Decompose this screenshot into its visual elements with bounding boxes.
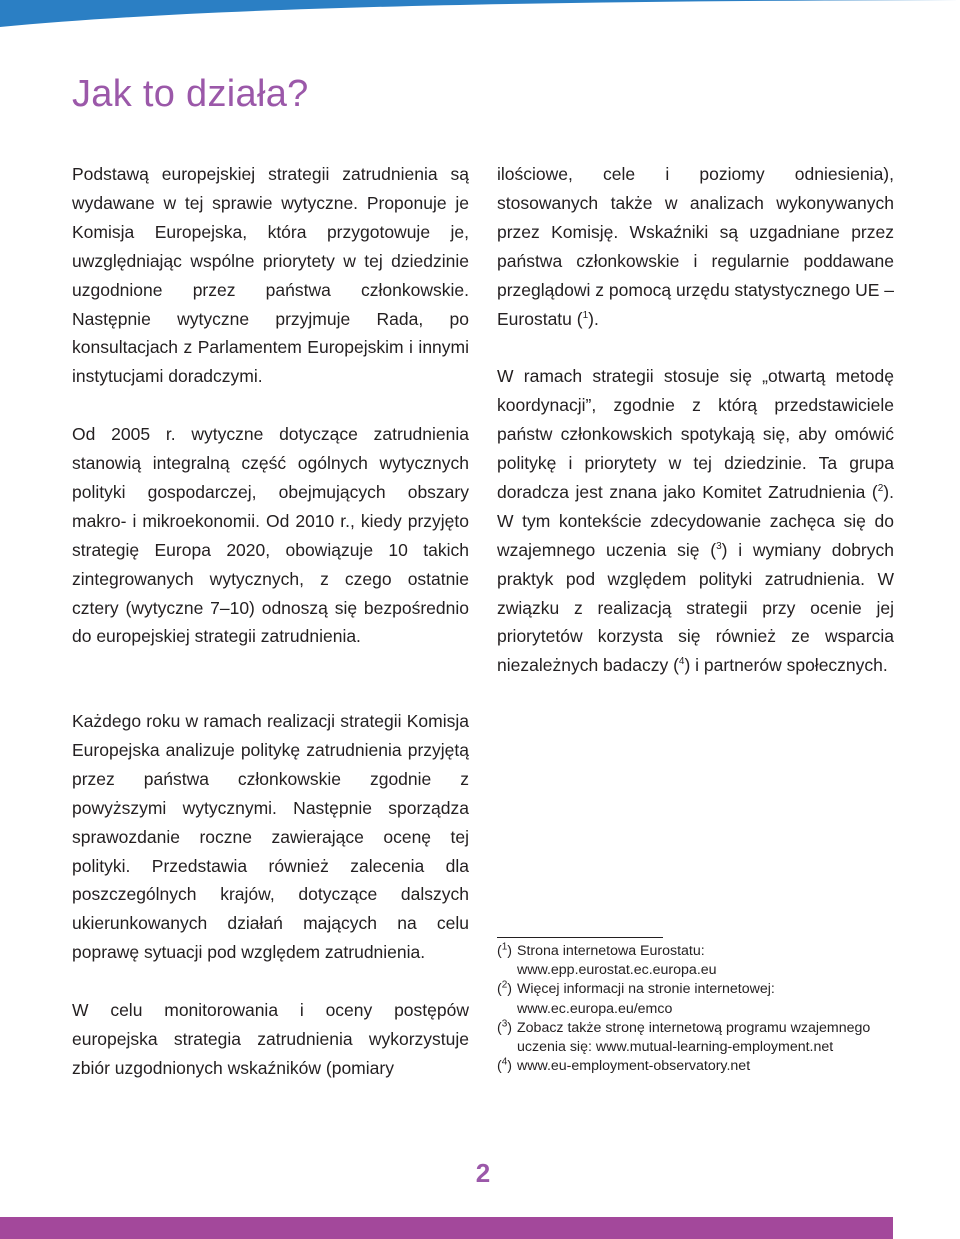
paragraph-integrated-guidelines: Od 2005 r. wytyczne dotyczące zatrudnienia stanowią integralną część ogólnych wytycznych polityki gospodarczej, obejmujących obszary makro- i mikroekonomii. Od 2010 r., kiedy przyjęto strategię Europa 2020, obowiązuje 10 takich zintegrowanych wytycznych, z czego ostatnie cztery (wytyczne 7–10) odnoszą się bezpośrednio do europejskiej strategii zatrudnienia. xyxy=(72,424,469,647)
left-column-top xyxy=(72,160,469,651)
paragraph-open-method-coordination: W ramach strategii stosuje się „otwartą metodę koordynacji”, zgodnie z którą przedstawiciele państw członkowskich spotykają się, aby omówić politykę i priorytety w tej dziedzinie. Ta grupa doradcza jest znana jako Komitet Zatrudnienia ($^2$). W tym kontekście zdecydowanie zachęca się do wzajemnego uczenia się ($^3$) i wymiany dobrych praktyk pod względem polityki zatrudnienia. W związku z realizacją strategii przy ocenie jej priorytetów korzysta się również ze wsparcia niezależnych badaczy ($^4$) i partnerów społecznych. xyxy=(497,366,894,676)
footnote-ref: 2 xyxy=(877,483,884,495)
footnote-marker: ($^3$) xyxy=(497,1018,513,1036)
paragraph-guidelines-basis: Podstawą europejskiej strategii zatrudnienia są wydawane w tej sprawie wytyczne. Proponuje je Komisja Europejska, która przygotowuje je, uwzględniając wspólne priorytety w tej dziedzinie uzgodnione przez państwa członkowskie. Następnie wytyczne przyjmuje Rada, po konsultacjach z Parlamentem Europejskim i innymi instytucjami doradczymi. xyxy=(72,164,469,387)
footnote-link[interactable]: www.eu-employment-observatory.net xyxy=(517,1058,751,1075)
bottom-decorative-band xyxy=(0,1217,893,1239)
footnote-ref: 1 xyxy=(582,309,589,321)
top-decorative-band xyxy=(0,0,960,50)
footnote-item xyxy=(497,1057,917,1076)
footnote-item xyxy=(497,1019,917,1057)
footnote-link[interactable]: www.ec.europa.eu/emco xyxy=(517,1000,673,1017)
footnote-text: Zobacz także stronę internetową programu wzajemnego uczenia się: www.mutual-learning-employment.net xyxy=(517,1019,871,1056)
footnote-item xyxy=(497,942,917,980)
footnote-marker: ($^2$) xyxy=(497,979,513,998)
paragraph-indicators-eurostat: ilościowe, cele i poziomy odniesienia), stosowanych także w analizach wykonywanych przez Komisję. Wskaźniki są uzgadniane przez państwa członkowskie i regularnie poddawane przeglądowi z pomocą urzędu statystycznego UE – Eurostatu ($^1$). xyxy=(497,164,894,329)
left-column-bottom xyxy=(72,707,469,1083)
footnote-marker: ($^1$) xyxy=(497,941,513,959)
page-title: Jak to działa? xyxy=(72,73,309,115)
footnote-text: Strona internetowa Eurostatu: xyxy=(517,943,705,959)
footnote-text: Więcej informacji na stronie internetowej: xyxy=(517,981,775,998)
footnote-ref: 3 xyxy=(716,540,722,552)
page-number: 2 xyxy=(475,1158,491,1188)
footnote-link[interactable]: www.epp.eurostat.ec.europa.eu xyxy=(517,962,717,979)
right-column xyxy=(497,160,894,680)
paragraph-annual-analysis: Każdego roku w ramach realizacji strategii Komisja Europejska analizuje politykę zatrudnienia przyjętą przez państwa członkowskie zgodnie z powyższymi wytycznymi. Następnie sporządza sprawozdanie roczne zawierające ocenę tej polityki. Przedstawia również zalecenia dla poszczególnych krajów, dotyczące dalszych ukierunkowanych działań mających na celu poprawę sytuacji pod względem zatrudnienia. xyxy=(72,711,469,963)
footnotes xyxy=(497,942,917,1076)
footnote-ref: 4 xyxy=(678,656,685,668)
footnote-marker: ($^4$) xyxy=(497,1056,513,1075)
paragraph-monitoring-indicators: W celu monitorowania i oceny postępów europejska strategia zatrudnienia wykorzystuje zbiór uzgodnionych wskaźników (pomiary xyxy=(72,1000,469,1078)
footnote-item xyxy=(497,980,917,1018)
footnote-divider xyxy=(497,937,663,938)
